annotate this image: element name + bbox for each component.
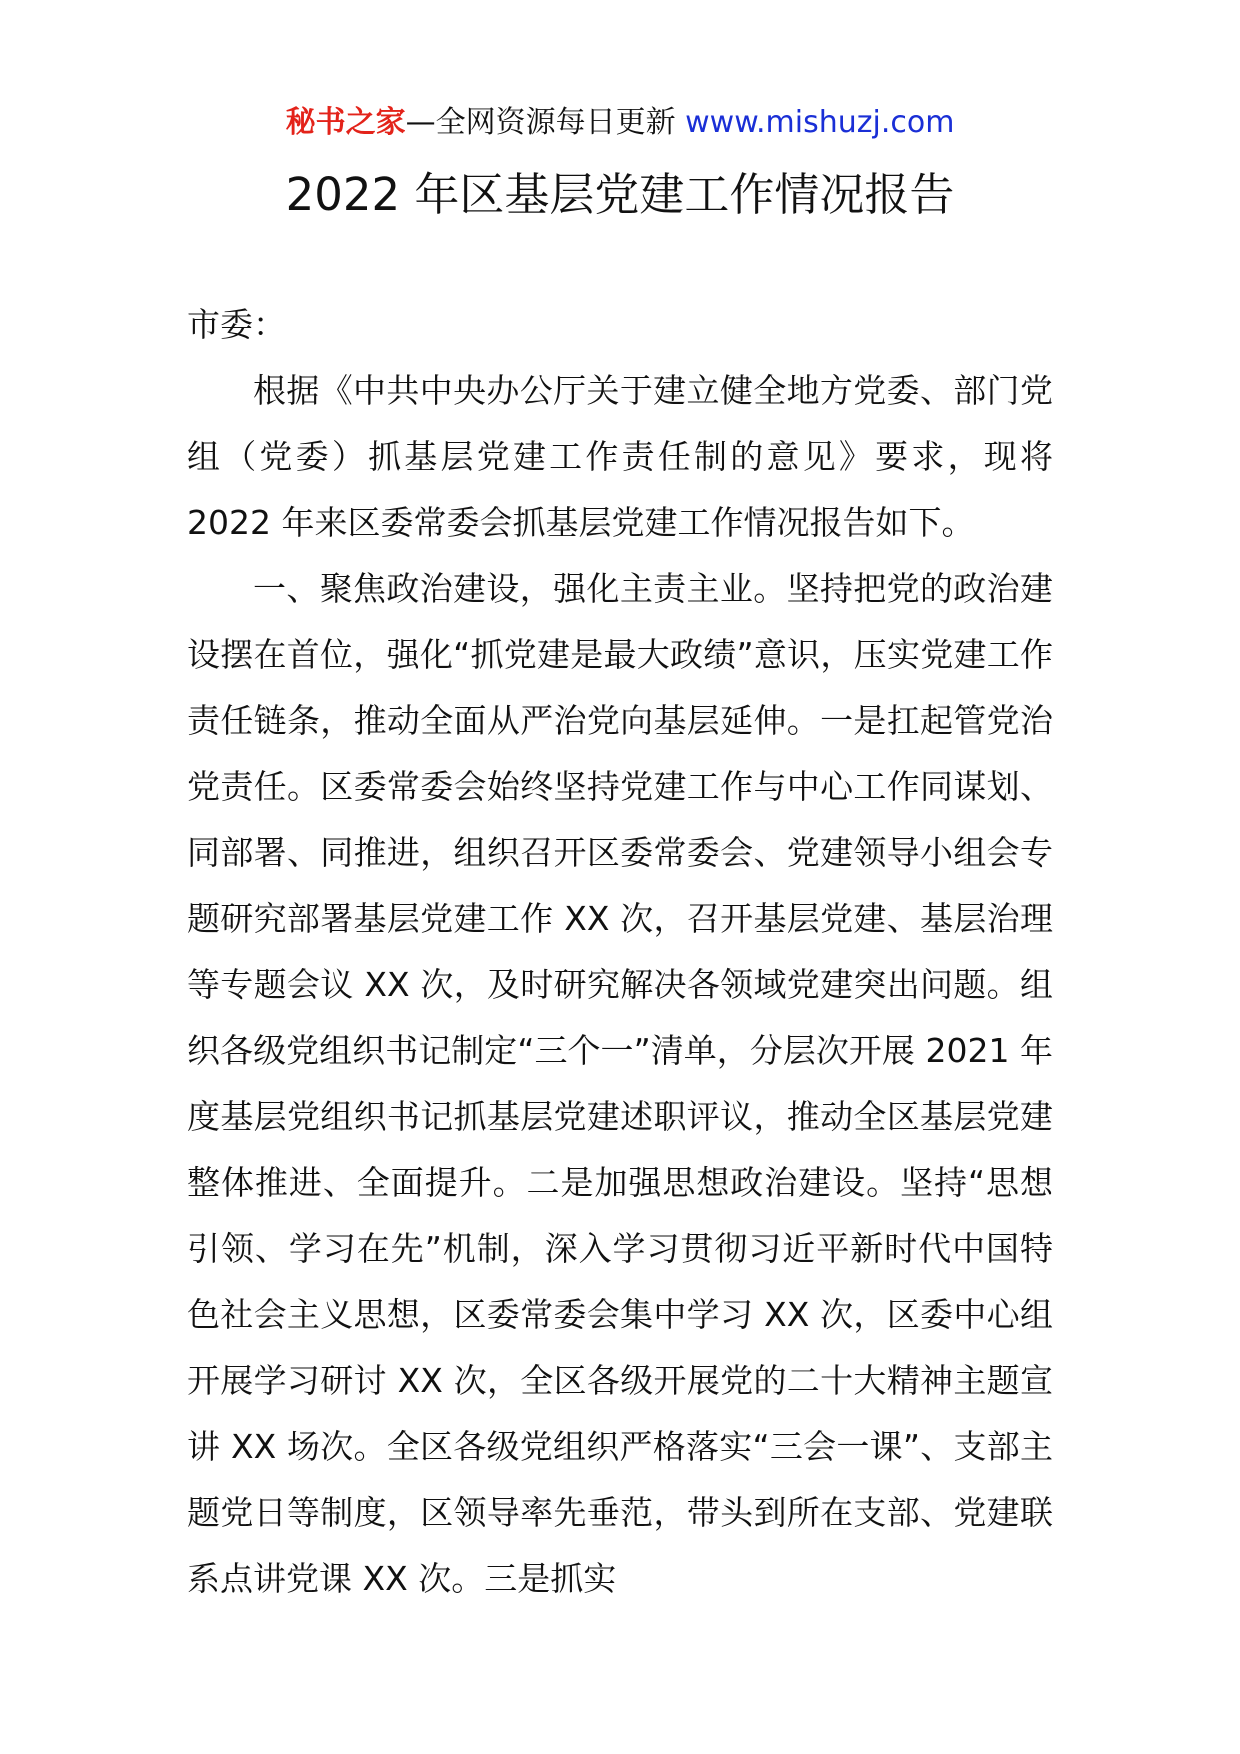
document-body (187, 292, 1053, 1612)
site-header (0, 100, 1240, 146)
site-url-link[interactable]: www.mishuzj.com (685, 105, 955, 140)
intro-paragraph: 根据《中共中央办公厅关于建立健全地方党委、部门党组（党委）抓基层党建工作责任制的意见》要求，现将 2022 年来区委常委会抓基层党建工作情况报告如下。 (187, 371, 1053, 542)
section-one-paragraph: 一、聚焦政治建设，强化主责主业。坚持把党的政治建设摆在首位，强化“抓党建是最大政绩”意识，压实党建工作责任链条，推动全面从严治党向基层延伸。一是扛起管党治党责任。区委常委会始终坚持党建工作与中心工作同谋划、同部署、同推进，组织召开区委常委会、党建领导小组会专题研究部署基层党建工作 XX 次，召开基层党建、基层治理等专题会议 XX 次，及时研究解决各领域党建突出问题。组织各级党组织书记制定“三个一”清单，分层次开展 2021 年度基层党组织书记抓基层党建述职评议，推动全区基层党建整体推进、全面提升。二是加强思想政治建设。坚持“思想引领、学习在先”机制，深入学习贯彻习近平新时代中国特色社会主义思想，区委常委会集中学习 XX 次，区委中心组开展学习研讨 XX 次，全区各级开展党的二十大精神主题宣讲 XX 场次。全区各级党组织严格落实“三会一课”、支部主题党日等制度，区领导率先垂范，带头到所在支部、党建联系点讲党课 XX 次。三是抓实 (187, 569, 1053, 1598)
salutation: 市委： (187, 305, 286, 344)
site-tagline: —全网资源每日更新 (405, 105, 676, 140)
site-brand: 秘书之家 (285, 105, 406, 140)
document-title: 2022 年区基层党建工作情况报告 (285, 168, 955, 221)
